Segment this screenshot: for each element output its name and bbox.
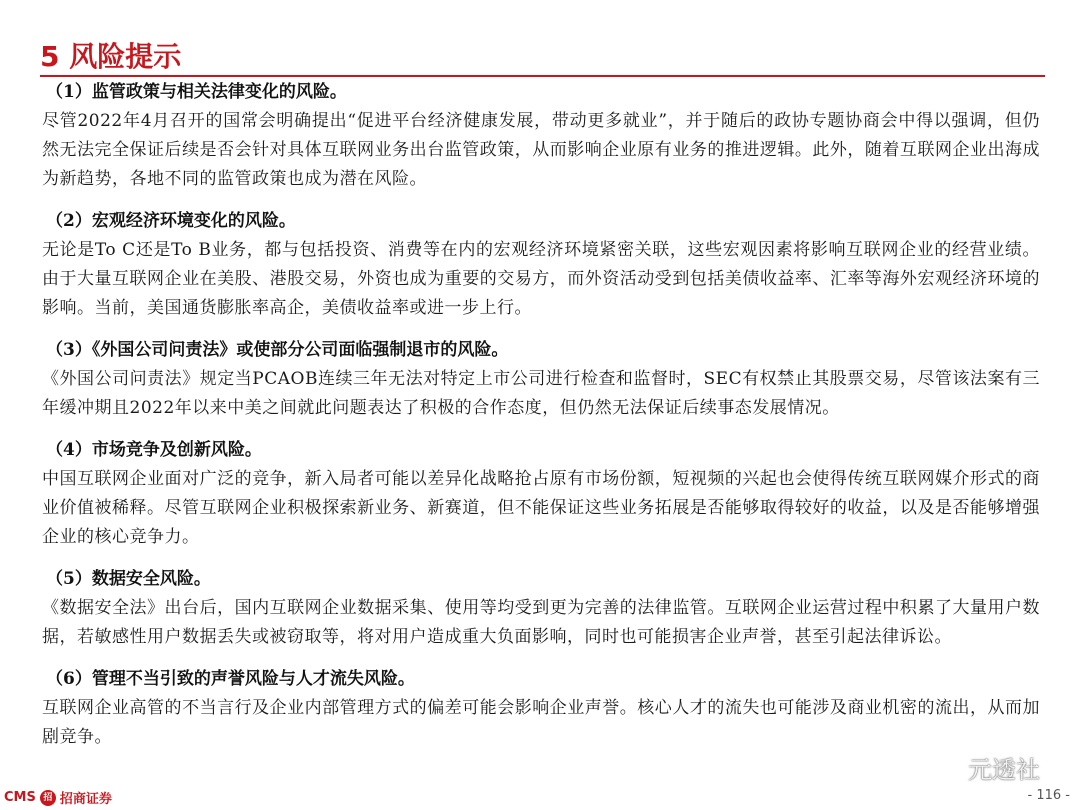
wechat-icon (924, 753, 962, 783)
risk-section (42, 336, 1040, 423)
brand-logo (4, 788, 112, 807)
risk-section (42, 665, 1040, 752)
logo-badge-icon: 招 (40, 790, 56, 806)
logo-prefix: CMS (4, 790, 36, 805)
page-title: 5 风险提示 (40, 40, 182, 73)
risk-heading: （2）宏观经济环境变化的风险。 (46, 211, 296, 231)
risk-body: 《外国公司问责法》规定当PCAOB连续三年无法对特定上市公司进行检查和监督时，SEC有权禁止其股票交易，尽管该法案有三年缓冲期且2022年以来中美之间就此问题表达了积极的合作态度，但仍然无法保证后续事态发展情况。 (42, 369, 1040, 418)
risk-body: 中国互联网企业面对广泛的竞争，新入局者可能以差异化战略抢占原有市场份额，短视频的兴起也会使得传统互联网媒介形式的商业价值被稀释。尽管互联网企业积极探索新业务、新赛道，但不能保证这些业务拓展是否能够取得较好的收益，以及是否能够增强企业的核心竞争力。 (42, 469, 1040, 547)
risk-heading: （3）《外国公司问责法》或使部分公司面临强制退市的风险。 (46, 340, 509, 360)
risk-section (42, 436, 1040, 552)
risk-section (42, 78, 1040, 194)
logo-text: 招商证券 (59, 792, 112, 807)
risk-heading: （5）数据安全风险。 (46, 569, 211, 589)
watermark (924, 750, 1040, 785)
watermark-text: 元透社 (968, 756, 1040, 784)
risk-body: 无论是To C还是To B业务，都与包括投资、消费等在内的宏观经济环境紧密关联，这些宏观因素将影响互联网企业的经营业绩。由于大量互联网企业在美股、港股交易，外资也成为重要的交易方，而外资活动受到包括美债收益率、汇率等海外宏观经济环境的影响。当前，美国通货膨胀率高企，美债收益率或进一步上行。 (42, 240, 1040, 318)
risk-body: 尽管2022年4月召开的国常会明确提出“促进平台经济健康发展，带动更多就业”，并于随后的政协专题协商会中得以强调，但仍然无法完全保证后续是否会针对具体互联网业务出台监管政策，从而影响企业原有业务的推进逻辑。此外，随着互联网企业出海成为新趋势，各地不同的监管政策也成为潜在风险。 (42, 111, 1040, 189)
page-number: - 116 - (1027, 788, 1070, 803)
risk-heading: （6）管理不当引致的声誉风险与人才流失风险。 (46, 669, 415, 689)
risk-section (42, 565, 1040, 652)
risk-section-list (42, 78, 1040, 765)
risk-heading: （1）监管政策与相关法律变化的风险。 (46, 82, 347, 102)
title-divider (40, 75, 1045, 77)
risk-heading: （4）市场竞争及创新风险。 (46, 440, 262, 460)
risk-body: 互联网企业高管的不当言行及企业内部管理方式的偏差可能会影响企业声誉。核心人才的流失也可能涉及商业机密的流出，从而加剧竞争。 (42, 698, 1040, 747)
risk-section (42, 207, 1040, 323)
risk-body: 《数据安全法》出台后，国内互联网企业数据采集、使用等均受到更为完善的法律监管。互联网企业运营过程中积累了大量用户数据，若敏感性用户数据丢失或被窃取等，将对用户造成重大负面影响，同时也可能损害企业声誉，甚至引起法律诉讼。 (42, 598, 1040, 647)
